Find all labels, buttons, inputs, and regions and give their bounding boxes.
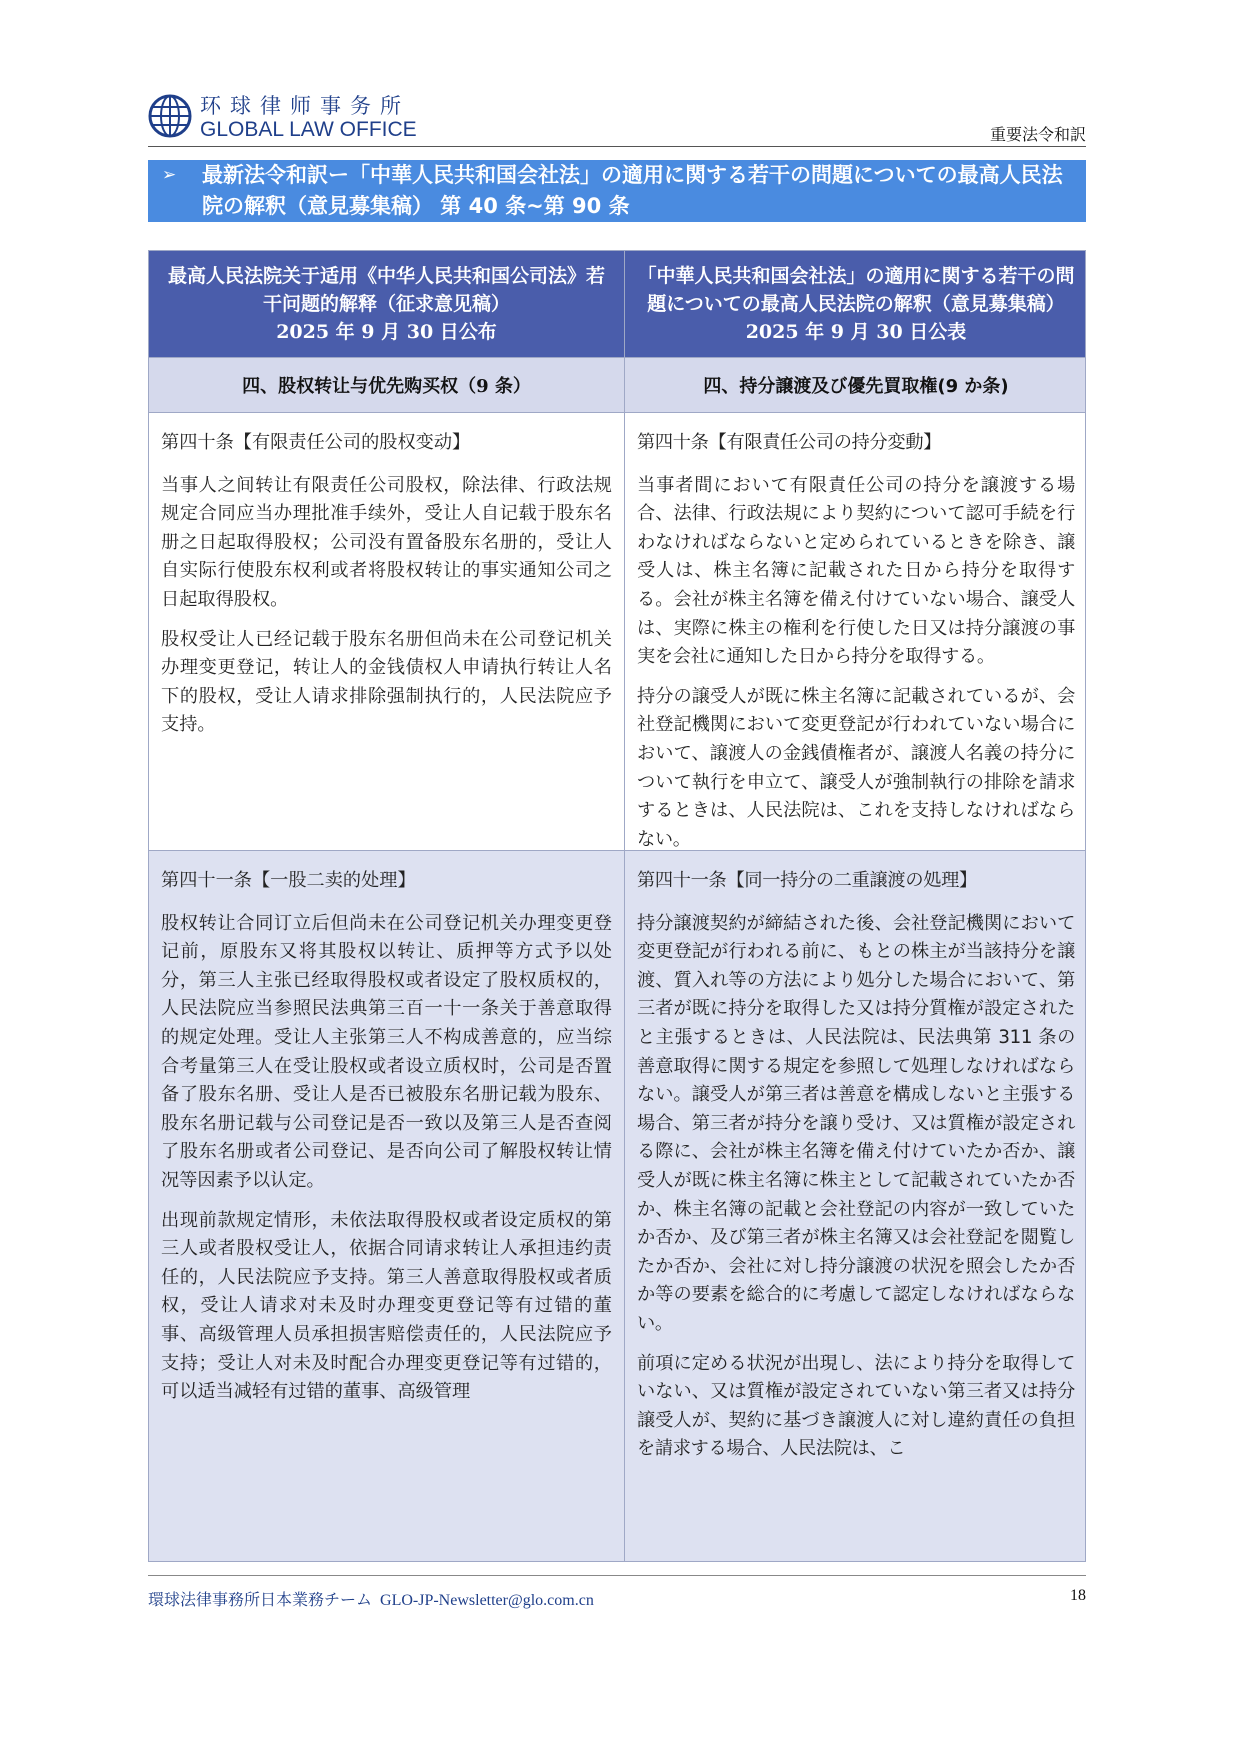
article-paragraph: 当事人之间转让有限责任公司股权，除法律、行政法规规定合同应当办理批准手续外，受让人自记载于股东名册之日起取得股权；公司没有置备股东名册的，受让人自实际行使股东权利或者将股权转让的事实通知公司之日起取得股权。 xyxy=(161,474,612,610)
left-header-title: 最高人民法院关于适用《中华人民共和国公司法》若干问题的解释（征求意见稿） xyxy=(167,265,605,315)
right-header-date: 2025 年 9 月 30 日公表 xyxy=(745,321,967,343)
article-paragraph: 当事者間において有限責任公司の持分を譲渡する場合、法律、行政法規により契約について認可手続を行わなければならないと定められているときを除き、譲受人は、株主名簿に記載された日から持分を取得する。会社が株主名簿を備え付けていない場合、譲受人は、実際に株主の権利を行使した日又は持分譲渡の事実を会社に通知した日から持分を取得する。 xyxy=(637,474,1075,668)
article-title: 第四十条【有限责任公司的股权变动】 xyxy=(161,432,471,453)
article-paragraph: 持分譲渡契約が締結された後、会社登記機関において変更登記が行われる前に、もとの株主が当該持分を譲渡、質入れ等の方法により処分した場合において、第三者が既に持分を取得した又は持分質権が設定されたと主張するときは、人民法院は、民法典第 311 条の善意取得に関する規定を参照して処理しなければならない。譲受人が第三者は善意を構成しないと主張する場合、第三者が持分を譲り受け、又は質権が設定される際に、会社が株主名簿を備え付けていたか否か、譲受人が既に株主名簿に株主として記載されていたか否か、株主名簿の記載と会社登記の内容が一致していたか否か、及び第三者が株主名簿又は会社登記を閲覧したか否か、会社に対し持分譲渡の状況を照会したか否か等の要素を総合的に考慮して認定しなければならない。 xyxy=(637,912,1075,1334)
left-header-cell xyxy=(149,251,624,357)
article-paragraph: 股权受让人已经记载于股东名册但尚未在公司登记机关办理变更登记，转让人的金钱债权人申请执行转让人名下的股权，受让人请求排除强制执行的，人民法院应予支持。 xyxy=(161,628,612,736)
footer-firm-name: 環球法律事務所日本業務チーム xyxy=(148,1590,373,1609)
footer-firm xyxy=(148,1587,594,1610)
article-paragraph: 股权转让合同订立后但尚未在公司登记机关办理变更登记前，原股东又将其股权以转让、质押等方式予以处分，第三人主张已经取得股权或者设定了股权质权的，人民法院应当参照民法典第三百一十一条关于善意取得的规定处理。受让人主张第三人不构成善意的，应当综合考量第三人在受让股权或者设立质权时，公司是否置备了股东名册、受让人是否已被股东名册记载为股东、股东名册记载与公司登记是否一致以及第三人是否查阅了股东名册或者公司登记、是否向公司了解股权转让情况等因素予以认定。 xyxy=(161,912,612,1191)
article-title: 第四十一条【一股二卖的处理】 xyxy=(161,870,416,891)
title-banner xyxy=(148,160,1086,222)
right-section-heading: 四、持分譲渡及び優先買取権(9 か条) xyxy=(703,376,1009,397)
table-header-row xyxy=(149,251,1085,357)
logo-english-name: GLOBAL LAW OFFICE xyxy=(200,118,417,141)
article-40-japanese-cell xyxy=(625,413,1086,850)
column-divider xyxy=(624,251,625,1561)
table-row xyxy=(149,413,1085,850)
table-row xyxy=(149,851,1085,1562)
article-title: 第四十条【有限責任公司の持分変動】 xyxy=(637,432,942,453)
right-header-cell xyxy=(625,251,1086,357)
article-41-japanese-cell xyxy=(625,851,1086,1562)
logo-chinese-name: 环球律师事务所 xyxy=(200,94,410,118)
article-paragraph: 出现前款规定情形，未依法取得股权或者设定质权的第三人或者股权受让人，依据合同请求转让人承担违约责任的，人民法院应予支持。第三人善意取得股权或者质权，受让人请求对未及时办理变更登记等有过错的董事、高级管理人员承担损害赔偿责任的，人民法院应予支持；受让人对未及时配合办理变更登记等有过错的，可以适当减轻有过错的董事、高级管理 xyxy=(161,1209,612,1403)
footer-divider xyxy=(148,1575,1086,1576)
left-header-date: 2025 年 9 月 30 日公布 xyxy=(276,321,497,343)
page-header xyxy=(148,86,1086,146)
banner-title: 最新法令和訳ー「中華人民共和国会社法」の適用に関する若干の問題についての最高人民法院の解釈（意見募集稿） 第 40 条~第 90 条 xyxy=(202,163,1063,218)
article-41-chinese-cell xyxy=(149,851,624,1562)
right-header-title: 「中華人民共和国会社法」の適用に関する若干の問題についての最高人民法院の解釈（意見募集稿） xyxy=(637,265,1075,315)
article-paragraph: 前項に定める状況が出現し、法により持分を取得していない、又は質権が設定されていない第三者又は持分譲受人が、契約に基づき譲渡人に対し違約責任の負担を請求する場合、人民法院は、こ xyxy=(637,1352,1075,1460)
article-title: 第四十一条【同一持分の二重譲渡の処理】 xyxy=(637,870,977,891)
section-row xyxy=(149,358,1085,412)
header-divider xyxy=(148,146,1086,147)
arrow-bullet-icon: ➢ xyxy=(162,165,177,185)
left-section-heading: 四、股权转让与优先购买权（9 条） xyxy=(242,376,531,397)
article-40-chinese-cell xyxy=(149,413,624,850)
page-number: 18 xyxy=(1070,1587,1086,1604)
comparison-table xyxy=(148,250,1086,1562)
footer-email-link[interactable]: GLO-JP-Newsletter@glo.com.cn xyxy=(380,1592,594,1609)
section-label: 重要法令和訳 xyxy=(989,125,1086,144)
globe-logo-icon xyxy=(148,94,192,138)
article-paragraph: 持分の譲受人が既に株主名簿に記載されているが、会社登記機関において変更登記が行われていない場合において、譲渡人の金銭債権者が、譲渡人名義の持分について執行を申立て、譲受人が強制執行の排除を請求するときは、人民法院は、これを支持しなければならない。 xyxy=(637,685,1075,850)
